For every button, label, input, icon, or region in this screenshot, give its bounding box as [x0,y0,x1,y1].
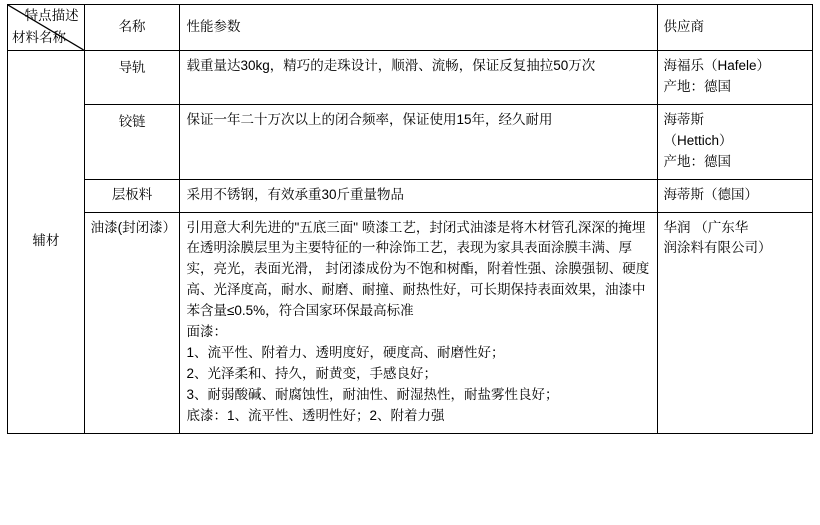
row-params-cengbanliao [180,179,657,212]
row-params-jiaolian [180,104,657,179]
table-header-row [8,5,813,51]
column-header-supplier: 供应商 [657,5,812,51]
supplier-line: （Hettich） [663,132,733,148]
row-name-jiaolian: 铰链 [84,104,180,179]
params-line: 2、光泽柔和、持久，耐黄变，手感良好； [186,365,437,381]
params-line: 采用不锈钢，有效承重30斤重量物品 [186,186,405,202]
corner-bottom-left-label: 材料名称 [12,30,66,46]
supplier-line: 润涂料有限公司） [663,240,772,256]
row-supplier-daogui [657,51,812,105]
params-line: 1、流平性、附着力、透明度好，硬度高、耐磨性好； [186,345,505,361]
params-line: 3、耐弱酸碱、耐腐蚀性，耐油性、耐湿热性，耐盐雾性良好； [186,386,559,402]
row-name-cengbanliao: 层板料 [84,179,180,212]
table-row [8,51,813,105]
params-line: 保证一年二十万次以上的闭合频率，保证使用15年，经久耐用 [186,111,553,127]
supplier-line: 海福乐（Hafele） [663,58,771,73]
row-supplier-youqi [657,212,812,433]
column-header-name: 名称 [84,5,180,51]
supplier-line: 华润 （广东华 [663,219,749,235]
document-page [0,4,820,525]
corner-top-right-label: 特点描述 [24,8,79,23]
material-group-cell: 辅材 [8,51,85,434]
row-supplier-jiaolian [657,104,812,179]
params-line: 载重量达30kg，精巧的走珠设计，顺滑、流畅，保证反复抽拉50万次 [186,58,596,73]
table-row [8,179,813,212]
params-line: 面漆： [186,324,227,340]
row-name-youqi: 油漆(封闭漆） [84,212,180,433]
supplier-line: 海蒂斯 [663,111,705,127]
params-line: 底漆：1、流平性、透明性好；2、附着力强 [186,407,445,423]
row-params-youqi [180,212,657,433]
row-supplier-cengbanliao [657,179,812,212]
supplier-line: 海蒂斯（德国） [663,186,759,202]
table-row [8,212,813,433]
row-params-daogui [180,51,657,105]
specification-table [7,4,813,434]
supplier-line: 产地：德国 [663,78,732,94]
corner-header-cell [8,5,85,51]
params-line: 引用意大利先进的"五底三面" 喷漆工艺，封闭式油漆是将木材管孔深深的掩埋在透明涂膜层里为主要特征的一种涂饰工艺，表现为家具表面涂膜丰满、厚实，亮光，表面光滑， 封闭漆成份为不饱和树酯，附着性强、涂膜强韧、硬度高、光泽度高，耐水、耐磨、耐撞、耐热性好，可长期保持表面效果，油漆中苯含量≤0.5%，符合国家环保最高标准 [186,219,650,319]
supplier-line: 产地：德国 [663,153,732,169]
table-row [8,104,813,179]
column-header-params: 性能参数 [180,5,657,51]
row-name-daogui: 导轨 [84,51,180,105]
